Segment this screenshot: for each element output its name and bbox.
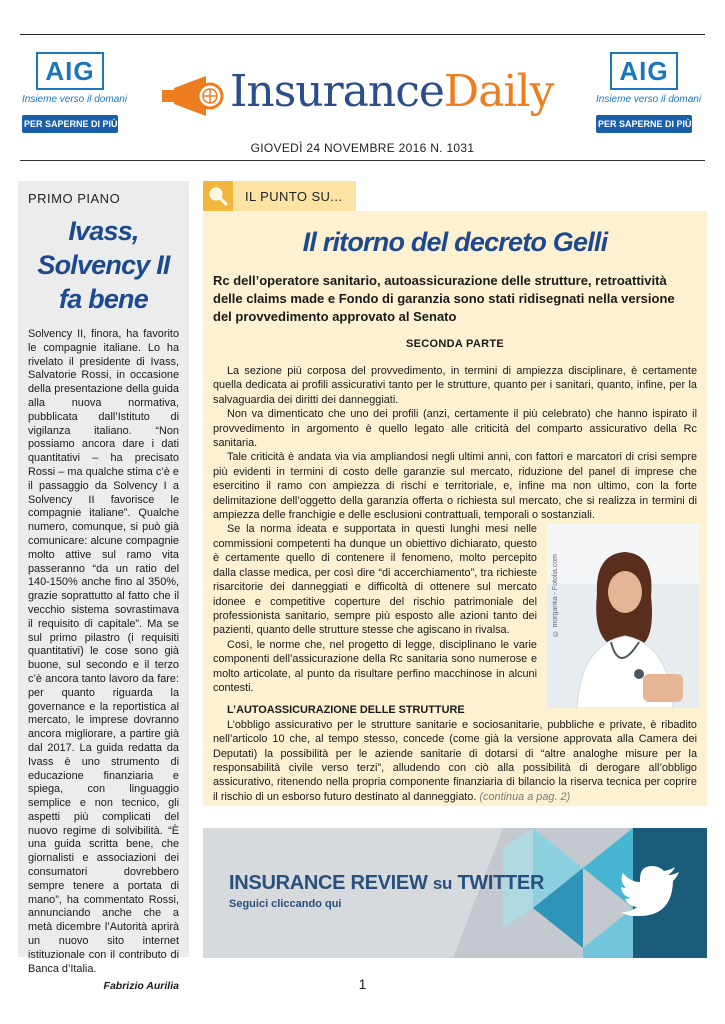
sidebar-headline-line: fa bene <box>59 284 148 314</box>
article-paragraph-text: L’obbligo assicurativo per le strutture sanitarie e sociosanitarie, pubbliche e private, è ribadito nell’articolo 10 che, al tempo stesso, concede (come già la versione approvata alla Camera dei Deputati) la possibilità per le aziende sanitarie di dotarsi di “altre analoghe misure per la responsabilità civile verso terzi”, alludendo con ciò alla possibilità di derogare all’obbligo assicurativo, ritenendo nella propria componente finanziaria di bilancio la riserva tecnica per coprire il rischio di un esborso futuro destinato al danneggiato. <box>213 718 697 803</box>
article-paragraph: Se la norma ideata e supportata in questi lunghi mesi nelle commissioni competenti ha dunque un obiettivo dichiarato, questo è certamente quello di contenere il fenomeno, molto percepito dalla classe medica, per così dire “di accerchiamento”, tra richieste risarcitorie dei danneggiati e difficoltà di ottenere sul mercato idonee e competitive coperture del rischio patrimoniale del professionista sanitario, sempre più esposto alle azioni tanto dei pazienti, quanto delle strutture stesse che agiscano in rivalsa. <box>213 523 537 637</box>
masthead-title-insurance: Insurance <box>230 66 444 117</box>
article-subhead: L’AUTOASSICURAZIONE DELLE STRUTTURE <box>227 704 465 717</box>
banner-title-su: su <box>432 874 453 893</box>
megaphone-icon <box>160 74 226 118</box>
primo-piano-column <box>18 181 189 993</box>
aig-learn-more-button[interactable]: PER SAPERNE DI PIÙ <box>22 115 118 133</box>
aig-logo[interactable]: AIG <box>36 52 104 90</box>
sidebar-author: Fabrizio Aurilia <box>103 980 179 993</box>
sidebar-body-text: Solvency II, finora, ha favorito le compagnie italiane. Lo ha rivelato il presidente di Ivass, Salvatorie Rossi, in occasione della presentazione della guida alla nuova normativa, pubblicata dall’Istituto di vigilanza italiano. “Non possiamo ancora dare i dati quantitativi – ha precisato Rossi – ma qualche stima c’è e il passaggio da Solvency I a Solvency II favorisce le compagnie italiane”. Qualche numero, comunque, si può già comunicare: alcune compagnie molto attive sul ramo vita passeranno “da un ratio del 140-150% anche fino al 350%, grazie soprattutto al fatto che il vecchio sistema sovrastimava il requisito di capitale”. Ma se sul primo pilastro (i requisiti quantitativi) le cose sono già buone, sul secondo e il terzo c’è ancora tanto lavoro da fare: per quanto riguarda la governance e la reportistica al mercato, le imprese dovranno ancora migliorare, a partire già dal 2017. La guida redatta da Ivass è uno strumento di educazione finanziaria e spiega, con linguaggio semplice e non tecnico, gli aspetti più complicati del nuovo regime di solvibilità. “È una guida scritta bene, che giornalisti e associazioni dei consumatori dovrebbero sempre tenere a portata di mano”, ha commentato Rossi, annunciando anche che a metà dicembre l’Autorità aprirà un nuovo sito internet istituzionale con il contributo di Banca d’Italia. <box>28 328 179 975</box>
aig-ad-right[interactable] <box>596 52 702 133</box>
masthead-title <box>230 66 553 117</box>
aig-tagline: Insieme verso il domani <box>22 94 128 105</box>
banner-title-main: INSURANCE REVIEW <box>229 872 428 894</box>
banner-title <box>229 872 544 895</box>
banner-title-tail: TWITTER <box>457 872 545 894</box>
doctor-illustration <box>547 524 699 708</box>
masthead-title-daily: Daily <box>443 66 554 117</box>
article-title[interactable]: Il ritorno del decreto Gelli <box>302 227 608 257</box>
issue-date-line: GIOVEDÌ 24 NOVEMBRE 2016 N. 1031 <box>250 141 475 155</box>
section-label: PRIMO PIANO <box>28 191 121 206</box>
twitter-banner[interactable] <box>203 828 707 958</box>
tab-label: IL PUNTO SU... <box>245 188 343 204</box>
section-tab <box>203 181 356 211</box>
article-paragraph-last <box>213 718 697 804</box>
article-paragraph: Così, le norme che, nel progetto di legge, disciplinano le varie componenti dell’assicurazione della Rc sanitaria sono numerose e molto articolate, al punto da risultare perfino macchinose in alcuni contesti. <box>213 638 537 694</box>
doctor-photo <box>547 524 699 708</box>
article-subtitle: Rc dell’operatore sanitario, autoassicurazione delle strutture, retroattività delle claims made e Fondo di garanzia sono stati ridisegnati nella versione del provvedimento approvato al Senato <box>213 273 675 324</box>
photo-credit: © morganka - Fotolia.com <box>552 554 559 637</box>
page-number: 1 <box>358 976 367 992</box>
sidebar-headline[interactable] <box>28 214 179 316</box>
aig-logo[interactable]: AIG <box>610 52 678 90</box>
aig-ad-left[interactable] <box>22 52 128 133</box>
twitter-bird-icon[interactable] <box>621 866 681 916</box>
sidebar-headline-line: Solvency II <box>37 250 170 280</box>
article-paragraph: Tale criticità è andata via via ampliandosi negli ultimi anni, con fattori e marcatori di crisi sempre più evidenti in termini di costo delle garanzie sul mercato, riduzione del panel di imprese che esercitino il ramo con ampiezza di rischi e territoriale, e, infine ma non ultimo, con la forte delimitazione dell’oggetto della garanzia offerta o richiesta sul mercato, che si realizza in termini di ampiezza delle franchigie e delle esclusioni contrattuali, temporali o sostanziali. <box>213 451 697 522</box>
article-paragraph: La sezione più corposa del provvedimento, in termini di ampiezza disciplinare, è certamente quella dedicata ai profili assicurativi tanto per le strutture, quanto per i sanitari, quanto, infine, per la salvaguardia dei diritti dei danneggiati. <box>213 365 697 406</box>
continue-link[interactable]: (continua a pag. 2) <box>479 790 571 803</box>
masthead <box>160 62 580 132</box>
article-body <box>213 364 697 804</box>
sidebar-headline-line: Ivass, <box>68 216 139 246</box>
banner-follow-link[interactable]: Seguici cliccando qui <box>229 898 342 910</box>
header-rule <box>20 160 705 161</box>
aig-tagline: Insieme verso il domani <box>596 94 702 105</box>
article-paragraph: Non va dimenticato che uno dei profili (anzi, certamente il più celebrato) che hanno ispirato il provvedimento in argomento è quello legato alle criticità del comparto assicurativo della Rc sanitaria. <box>213 408 697 450</box>
top-rule <box>20 34 705 35</box>
article-box <box>203 211 707 806</box>
magnifier-icon <box>203 181 233 211</box>
aig-learn-more-button[interactable]: PER SAPERNE DI PIÙ <box>596 115 692 133</box>
article-section-head: SECONDA PARTE <box>405 338 505 350</box>
